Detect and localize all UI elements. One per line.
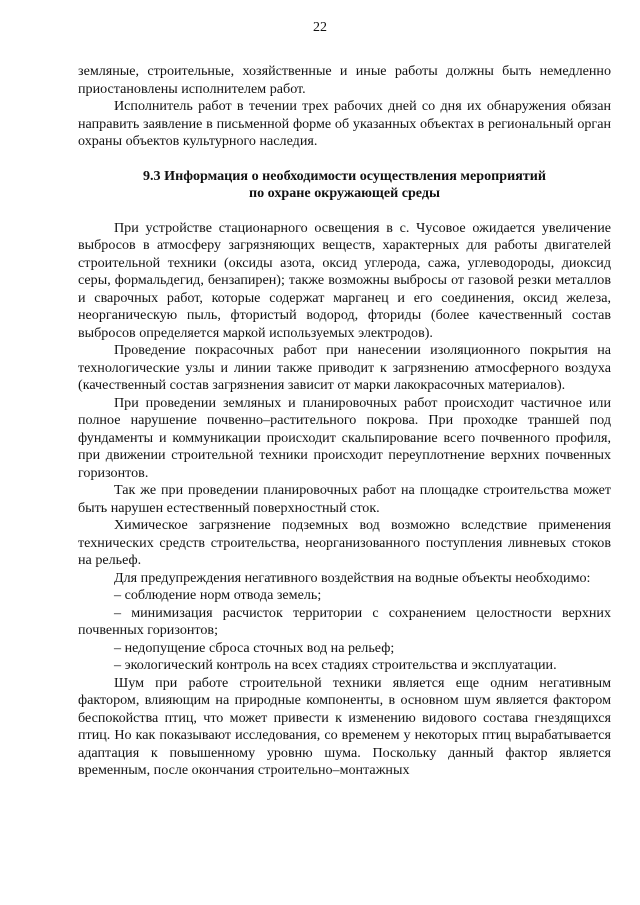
section-heading-line-1: 9.3 Информация о необходимости осуществления мероприятий <box>142 167 547 184</box>
list-item: – соблюдение норм отвода земель; <box>114 587 322 603</box>
section-heading-line-2: по охране окружающей среды <box>248 185 441 201</box>
list-item: – недопущение сброса сточных вод на рельеф; <box>114 639 395 656</box>
list-item: – экологический контроль на всех стадиях строительства и эксплуатации. <box>114 657 557 673</box>
paragraph-water-protection-intro: Для предупреждения негативного воздействия на водные объекты необходимо: <box>114 569 591 586</box>
paragraph-painting-works: Проведение покрасочных работ при нанесении изоляционного покрытия на технологические узлы и линии также приводит к загрязнению атмосферного воздуха (качественный состав загрязнения зависит от марки лакокрасочных материалов). <box>78 342 611 393</box>
paragraph-lighting-emissions: При устройстве стационарного освещения в с. Чусовое ожидается увеличение выбросов в атмосферу загрязняющих веществ, характерных для работы двигателей строительной техники (оксиды азота, оксид углерода, сажа, углеводороды, диоксид серы, формальдегид, бензапирен); также возможны выбросы от газовой резки металлов и сварочных работ, которые содержат марганец и его соединения, оксид железа, неорганическую пыль, фтористый водород, фториды (более качественный состав выбросов определяется маркой используемых электродов). <box>78 219 611 341</box>
paragraph-notification: Исполнитель работ в течении трех рабочих дней со дня их обнаружения обязан направить заявление в письменной форме об указанных объектах в региональный орган охраны объектов культурного наследия. <box>78 98 611 149</box>
document-body <box>78 63 611 780</box>
paragraph-continuation: земляные, строительные, хозяйственные и иные работы должны быть немедленно приостановлены исполнителем работ. <box>78 63 611 97</box>
paragraph-earthworks: При проведении земляных и планировочных работ происходит частичное или полное нарушение почвенно–растительного покрова. При проходке траншей под фундаменты и коммуникации происходит скальпирование всего почвенного профиля, при движении строительной техники происходит переуплотнение верхних почвенных горизонтов. <box>78 394 611 481</box>
paragraph-groundwater-pollution: Химическое загрязнение подземных вод возможно вследствие применения технических средств строительства, неорганизованного поступления ливневых стоков на рельеф. <box>78 517 611 568</box>
section-heading <box>78 168 611 203</box>
paragraph-surface-runoff: Так же при проведении планировочных работ на площадке строительства может быть нарушен естественный поверхностный сток. <box>78 482 611 516</box>
list-item: – минимизация расчисток территории с сохранением целостности верхних почвенных горизонтов; <box>78 604 611 638</box>
page-number: 22 <box>313 20 327 35</box>
paragraph-noise: Шум при работе строительной техники является еще одним негативным фактором, влияющим на природные компоненты, в основном шум является фактором беспокойства птиц, что может привести к изменению видового состава гнездящихся птиц. Но как показывают исследования, со временем у некоторых птиц вырабатывается адаптация к повышенному уровню шума. Поскольку данный фактор является временным, после окончания строительно–монтажных <box>78 674 611 778</box>
